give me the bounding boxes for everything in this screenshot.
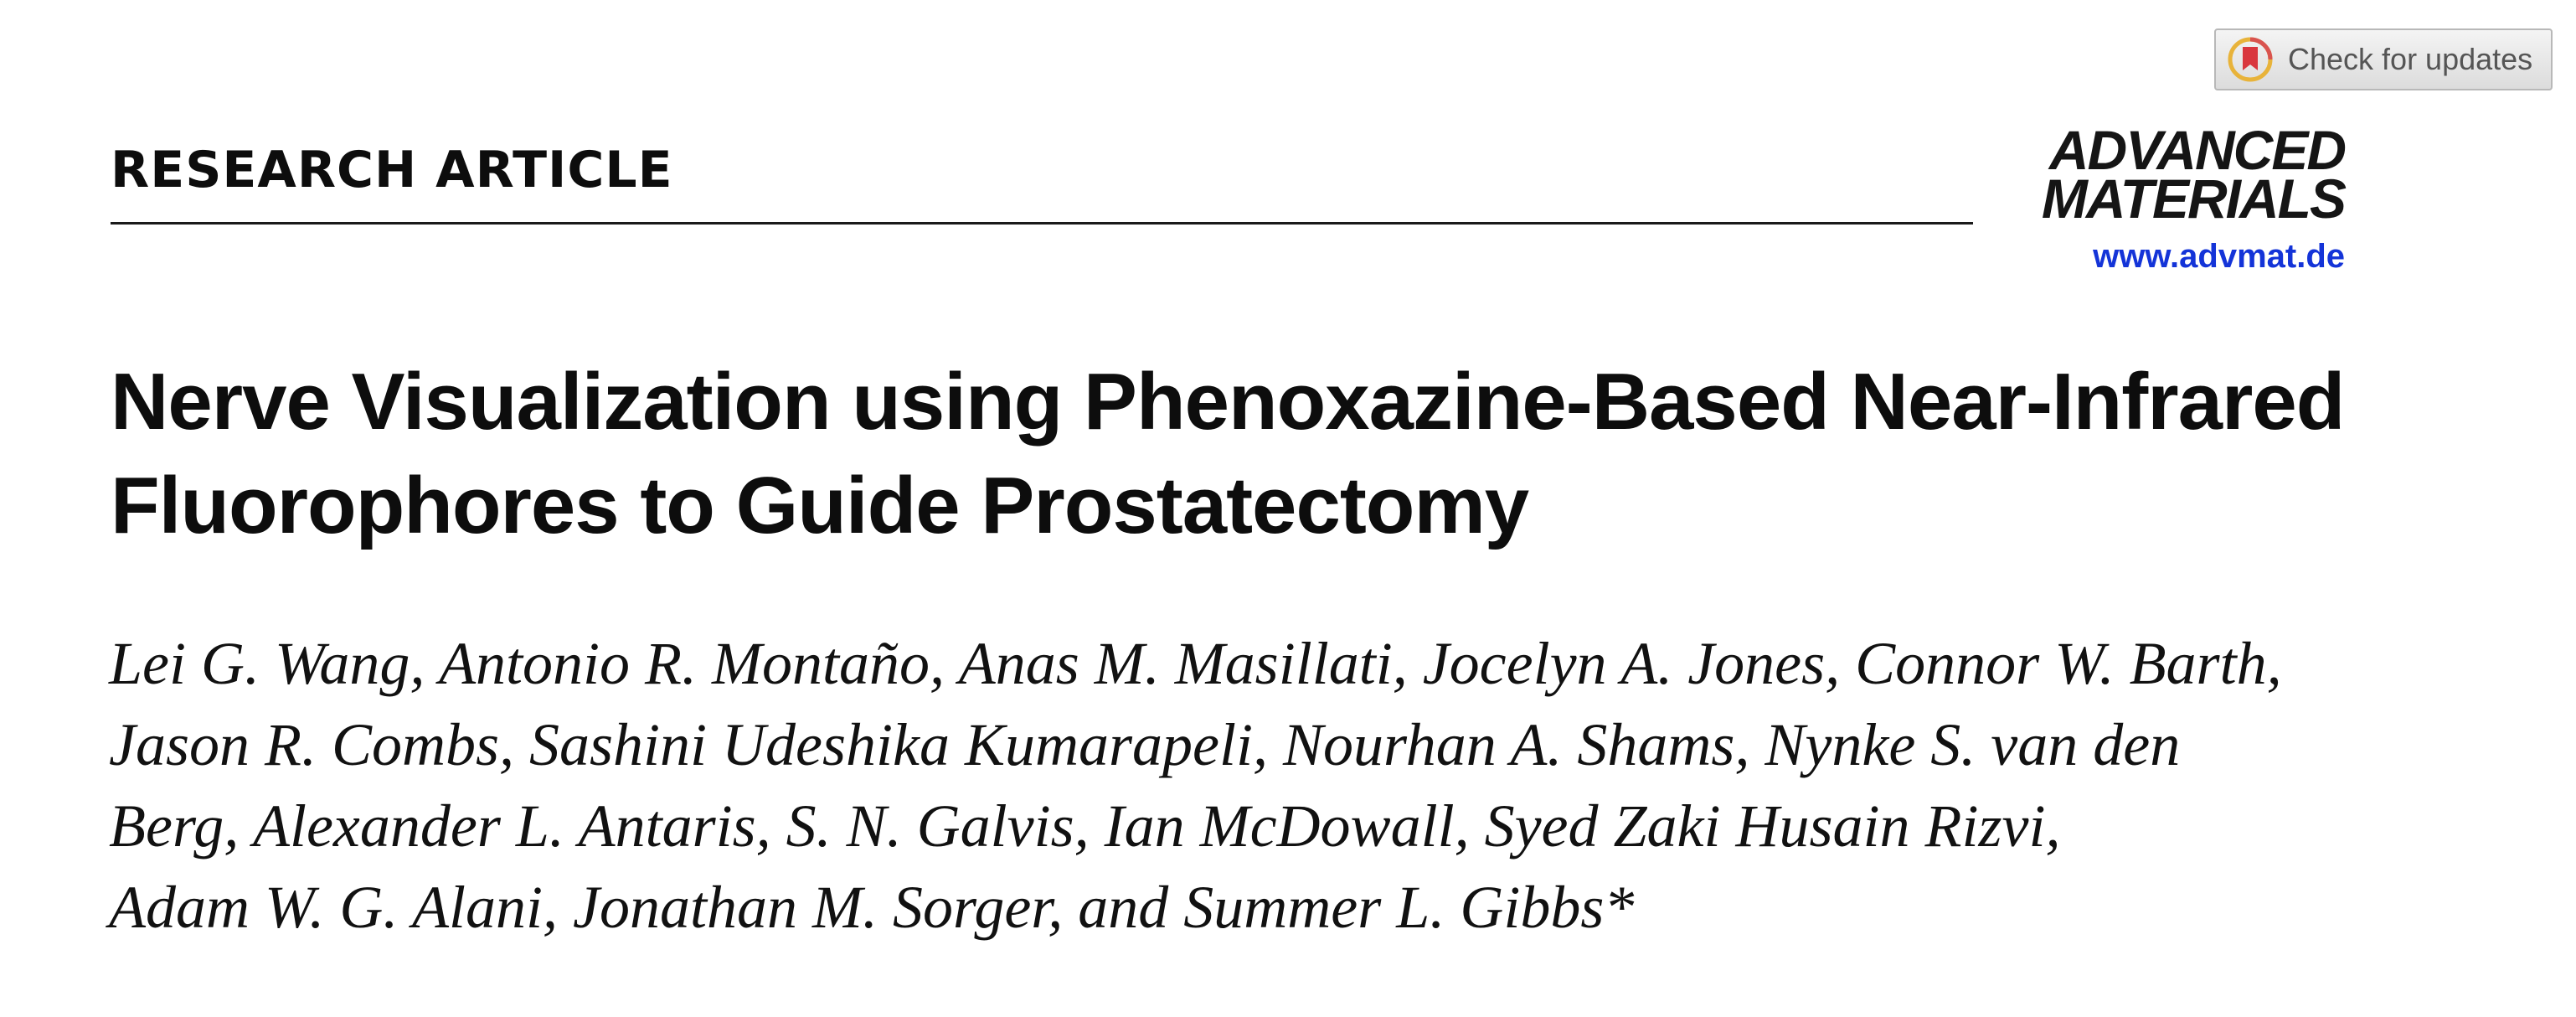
- author-line: Berg, Alexander L. Antaris, S. N. Galvis, Ian McDowall, Syed Zaki Husain Rizvi,: [109, 792, 2061, 860]
- journal-url-link[interactable]: www.advmat.de: [2093, 238, 2345, 275]
- author-line: Adam W. G. Alani, Jonathan M. Sorger, and Summer L. Gibbs*: [109, 874, 1635, 941]
- article-title: [111, 350, 2455, 558]
- journal-name-line2: MATERIALS: [2041, 168, 2345, 230]
- section-label: RESEARCH ARTICLE: [111, 141, 673, 199]
- journal-logo: [1985, 119, 2345, 230]
- author-list: [109, 623, 2454, 948]
- bookmark-update-icon: [2228, 37, 2273, 82]
- check-for-updates-label: Check for updates: [2288, 42, 2533, 76]
- check-for-updates-button[interactable]: [2214, 28, 2553, 90]
- journal-name-line1: ADVANCED: [2048, 119, 2345, 181]
- author-line: Jason R. Combs, Sashini Udeshika Kumarapeli, Nourhan A. Shams, Nynke S. van den: [109, 711, 2181, 778]
- article-title-line1: Nerve Visualization using Phenoxazine-Based Near-Infrared: [111, 357, 2345, 447]
- author-line: Lei G. Wang, Antonio R. Montaño, Anas M. Masillati, Jocelyn A. Jones, Connor W. Barth,: [109, 630, 2282, 697]
- header-divider: [111, 222, 1973, 225]
- article-title-line2: Fluorophores to Guide Prostatectomy: [111, 461, 1529, 550]
